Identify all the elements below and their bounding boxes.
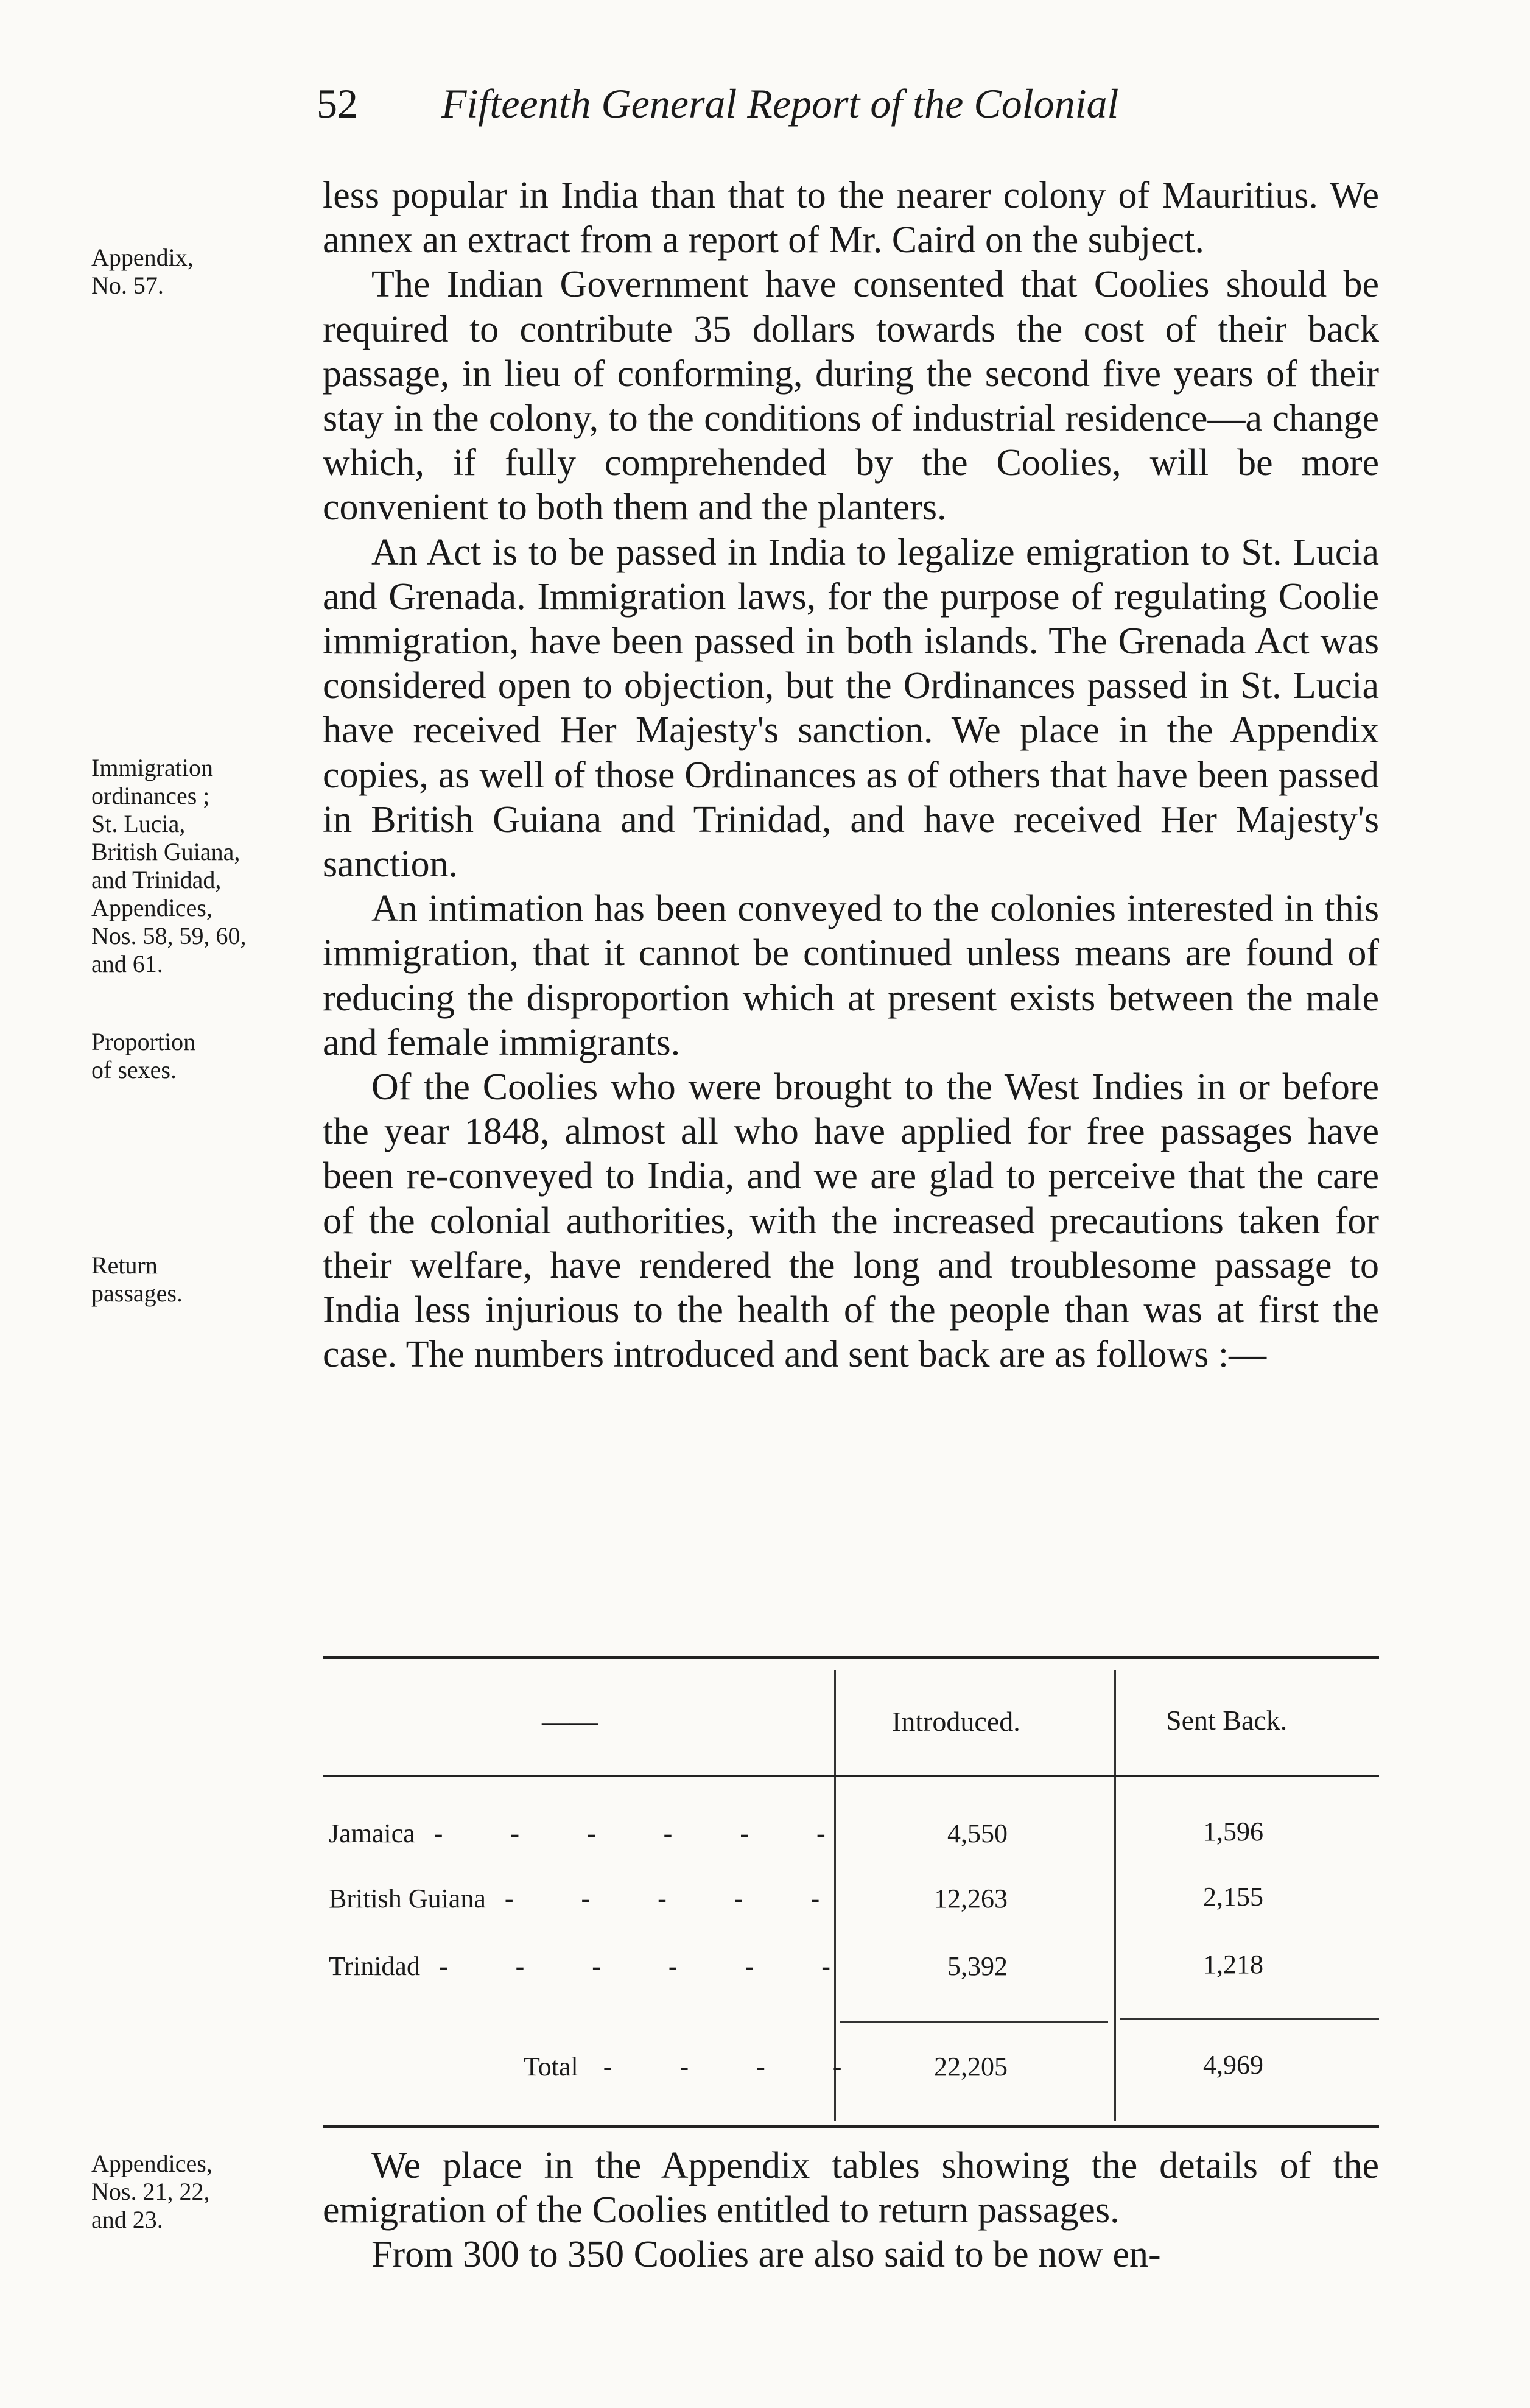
row-label: Jamaica bbox=[329, 1818, 415, 1848]
side-note-line: Nos. 21, 22, bbox=[91, 2178, 210, 2205]
table-header-sent-back: Sent Back. bbox=[1166, 1705, 1288, 1736]
paragraph: From 300 to 350 Coolies are also said to be now en- bbox=[371, 2234, 1161, 2275]
side-note-line: St. Lucia, bbox=[91, 810, 186, 837]
page-header bbox=[317, 79, 1248, 128]
body-text bbox=[323, 174, 1379, 1377]
side-note-line: passages. bbox=[91, 1280, 183, 1307]
side-note-line: and Trinidad, bbox=[91, 866, 222, 893]
leader-dots: - - - - - - bbox=[438, 1951, 861, 1981]
side-note-line: Appendix, bbox=[91, 244, 194, 271]
paragraph: The Indian Government have consented that Coolies should be required to contribute 35 dollars towards the cost of their back passage, in lieu of conforming, during the second five years of their stay in the colony, to the conditions of industrial residence—a change which, if fully comprehended by the Coolies, will be more convenient to both them and the planters. bbox=[323, 264, 1379, 529]
side-note-line: and 23. bbox=[91, 2206, 163, 2233]
page-number: 52 bbox=[317, 80, 358, 127]
side-note-line: and 61. bbox=[91, 950, 163, 977]
side-note-appendix-57 bbox=[91, 244, 317, 300]
leader-dots: - - - - - bbox=[504, 1884, 851, 1913]
side-note-immigration-ordinances bbox=[91, 754, 317, 978]
side-note-line: Nos. 58, 59, 60, bbox=[91, 922, 247, 949]
total-rule-sent-back bbox=[1120, 2018, 1379, 2020]
table-header-introduced: Introduced. bbox=[892, 1706, 1020, 1737]
side-note-line: of sexes. bbox=[91, 1056, 177, 1083]
leader-dots: - - - - - - bbox=[433, 1818, 856, 1848]
table-column-rule bbox=[1114, 1670, 1116, 2121]
table-cell-sent-back: 1,596 bbox=[1203, 1817, 1263, 1846]
side-note-line: Proportion bbox=[91, 1028, 196, 1055]
paragraph: An Act is to be passed in India to legalize emigration to St. Lucia and Grenada. Immigration laws, for the purpose of regulating Coolie immigration, have been passed in both islands. The Grenada Act was considered open to objection, but the Ordinances passed in St. Lucia have received Her Majesty's sanction. We place in the Appendix copies, as well of those Ordinances as of others that have been passed in British Guiana and Trinidad, and have received Her Majesty's sanction. bbox=[323, 531, 1379, 885]
side-note-line: No. 57. bbox=[91, 272, 164, 299]
table-header-label: —— bbox=[542, 1706, 598, 1737]
paragraph: We place in the Appendix tables showing the details of the emigration of the Coolies entitled to return passages. bbox=[323, 2145, 1379, 2231]
total-label: Total bbox=[524, 2052, 578, 2082]
table-bottom-rule bbox=[323, 2125, 1379, 2128]
side-note-appendices-21-23 bbox=[91, 2150, 317, 2234]
table-cell-introduced: 5,392 bbox=[947, 1951, 1008, 1981]
leader-dots: - - - - bbox=[603, 2052, 872, 2082]
side-note-line: Return bbox=[91, 1252, 158, 1279]
table-top-rule bbox=[323, 1656, 1379, 1659]
side-note-return-passages bbox=[91, 1252, 317, 1308]
side-note-line: ordinances ; bbox=[91, 782, 210, 809]
total-rule-introduced bbox=[840, 2021, 1108, 2023]
table-header-rule bbox=[323, 1775, 1379, 1777]
table-cell-sent-back: 1,218 bbox=[1203, 1949, 1263, 1979]
side-note-line: Immigration bbox=[91, 754, 213, 781]
side-note-line: Appendices, bbox=[91, 894, 212, 921]
paragraph: An intimation has been conveyed to the colonies interested in this immigration, that it cannot be continued unless means are found of reducing the disproportion which at present exists between the male and female immigrants. bbox=[323, 888, 1379, 1063]
running-title: Fifteenth General Report of the Colonial bbox=[441, 80, 1119, 127]
table-cell-introduced: 4,550 bbox=[947, 1818, 1008, 1848]
row-label: Trinidad bbox=[329, 1951, 420, 1981]
coolie-numbers-table bbox=[323, 1656, 1379, 2132]
table-total-label bbox=[524, 2051, 872, 2082]
table-row-label-trinidad bbox=[329, 1951, 861, 1982]
paragraph: Of the Coolies who were brought to the West Indies in or before the year 1848, almost all who have applied for free passages have been re-conveyed to India, and we are glad to perceive that the care of the colonial authorities, with the increased precautions taken for their welfare, have rendered the long and troublesome passage to India less injurious to the health of the people than was at first the case. The numbers introduced and sent back are as follows :— bbox=[323, 1066, 1379, 1376]
side-note-line: British Guiana, bbox=[91, 838, 240, 865]
table-total-introduced: 22,205 bbox=[934, 2052, 1008, 2082]
row-label: British Guiana bbox=[329, 1884, 486, 1913]
table-row-label-british-guiana bbox=[329, 1883, 850, 1914]
table-total-sent-back: 4,969 bbox=[1203, 2050, 1263, 2080]
table-row-label-jamaica bbox=[329, 1818, 856, 1849]
table-cell-sent-back: 2,155 bbox=[1203, 1882, 1263, 1912]
paragraph: less popular in India than that to the nearer colony of Mauritius. We annex an extract from a report of Mr. Caird on the subject. bbox=[323, 175, 1379, 261]
table-cell-introduced: 12,263 bbox=[934, 1884, 1008, 1913]
after-table-text bbox=[323, 2144, 1379, 2277]
side-note-line: Appendices, bbox=[91, 2150, 212, 2177]
side-note-proportion-of-sexes bbox=[91, 1028, 317, 1084]
